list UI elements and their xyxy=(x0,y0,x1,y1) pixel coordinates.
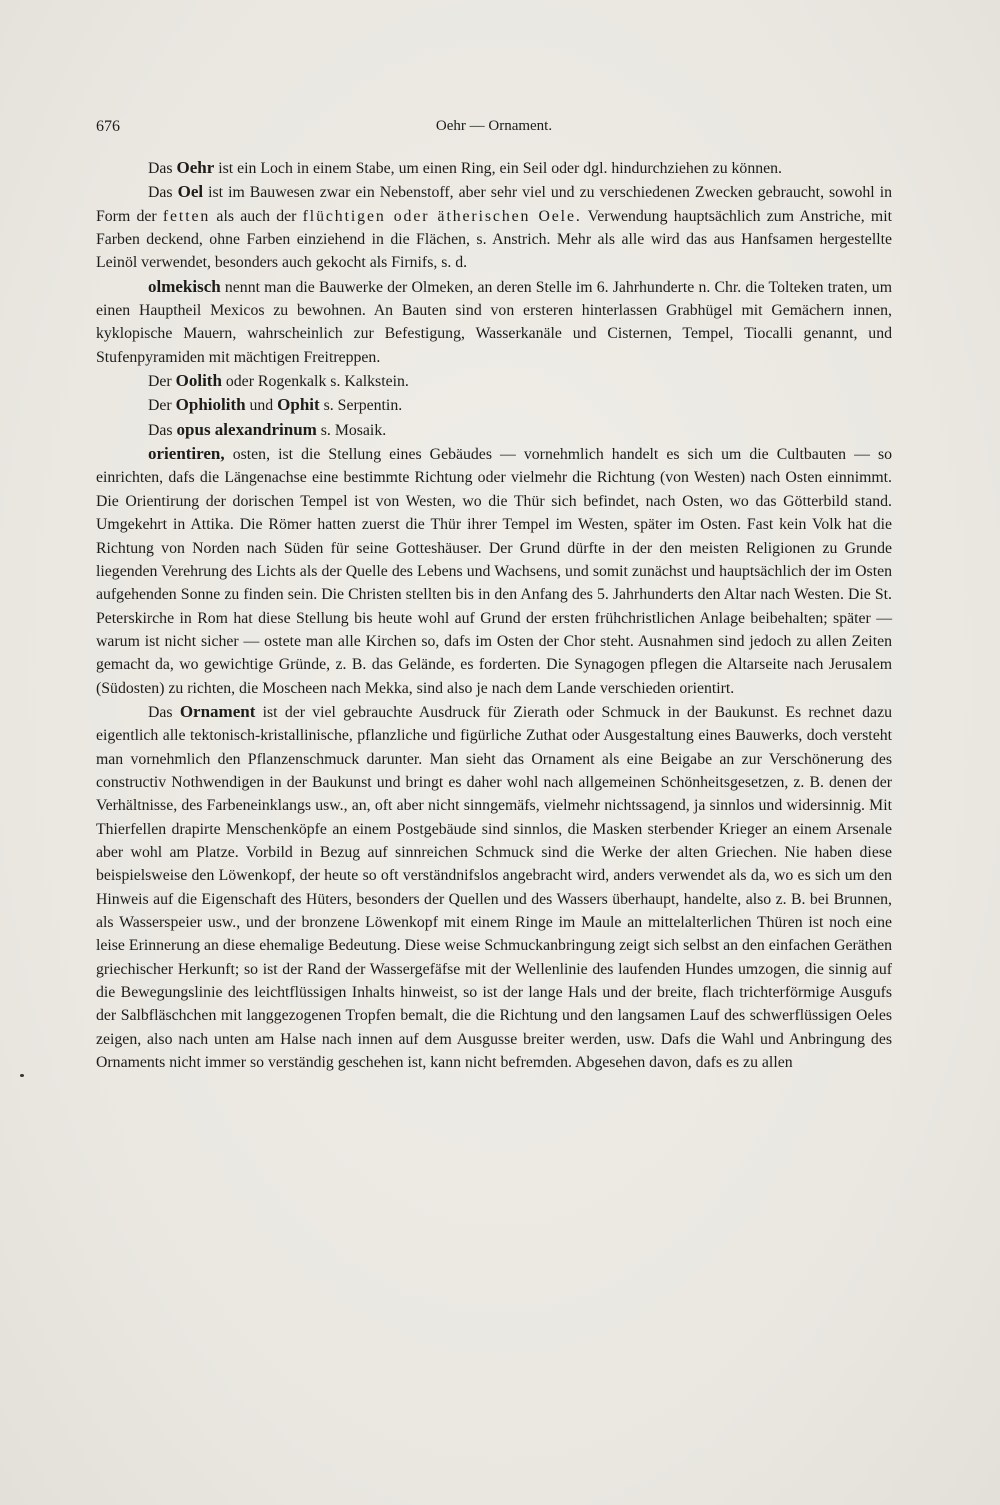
entry-ornament: Das Ornament ist der viel gebrauchte Ausdruck für Zierath oder Schmuck in der Baukunst. Es rechnet dazu eigentlich alle tektonisch-kristallinische, pflanzliche und figürliche Zuthat oder Ausgestaltung eines Bauwerks, doch versteht man vornehmlich den Pflanzenschmuck darunter. Man sieht das Ornament als eine Beigabe an zur Verschönerung des constructiv Nothwendigen in der Baukunst und bringt es daher wohl nach allgemeinen Schönheitsgesetzen, z. B. denen der Verhältnisse, des Farbeneinklangs usw., an, oft aber nicht sinngemäfs, vielmehr nichtssagend, ja sinnlos und widersinnig. Mit Thierfellen drapirte Menschenköpfe an einem Postgebäude sind sinnlos, die Masken sterbender Krieger an einem Arsenale aber wohl am Platze. Vorbild in Bezug auf sinnreichen Schmuck sind die Werke der alten Griechen. Nie haben diese beispielsweise den Löwenkopf, der heute so oft verständnifslos angebracht wird, anders verwendet als da, wo es sich um den Hinweis auf die Eigenschaft des Hüters, besonders der Quellen und des Wassers überhaupt, handelte, also z. B. bei Brunnen, als Wasserspeier usw., und der bronzene Löwenkopf mit einem Ringe im Maule an mittelalterlichen Thüren ist noch eine leise Erinnerung an diese ehemalige Bedeutung. Diese weise Schmuckanbringung zeigt sich selbst an den einfachen Geräthen griechischer Herkunft; so ist der Rand der Wassergefäfse mit der Wellenlinie des laufenden Hundes umzogen, die sinnig auf die Bewegungslinie des leichtflüssigen Inhalts hinweist, so ist der lange Hals und der breite, flach trichterförmige Ausgufs der Salbfläschchen mit langgezogenen Tropfen bemalt, die die Richtung und den langsamen Lauf des schwerflüssigen Oeles zeigen, also nach unten am Halse nach innen auf dem Ausgusse breiter werden, usw. Dafs die Wahl und Anbringung des Ornaments nicht immer so verständig geschehen ist, kann nicht befremden. Abgesehen davon, dafs es zu allen xyxy=(96,701,892,1072)
headword: Oehr xyxy=(176,158,215,177)
headword: Oel xyxy=(177,182,204,202)
entry-orientiren: orientiren, osten, ist die Stellung eines Gebäudes — vornehmlich handelt es sich um die Cultbauten — so einrichten, dafs die Längenachse eine bestimmte Richtung oder vielmehr die Richtung (von Westen) nach Osten einnimmt. Die Orientirung der dorischen Tempel ist von Westen, wo die Thür sich befindet, nach Osten, wo das Götterbild stand. Umgekehrt in Attika. Die Römer hatten zuerst die Thür ihrer Tempel im Westen, später im Osten. Fast kein Volk hat die Richtung von Norden nach Süden für seine Gotteshäuser. Der Grund dürfte in der den meisten Religionen zu Grunde liegenden Verehrung des Lichts als der Quelle des Lebens und Wachsens, und somit zunächst und hauptsächlich der im Osten aufgehenden Sonne zu finden sein. Die Christen stellten bis in den Anfang des 5. Jahrhunderts den Altar nach Westen. Die St. Peterskirche in Rom hat diese Stellung bis heute wohl auf Grund der ersten frühchristlichen Anlage beibehalten; später — warum ist nicht sicher — ostete man alle Kirchen so, dafs im Osten der Chor steht. Ausnahmen sind jedoch zu allen Zeiten gemacht da, wo gewichtige Gründe, z. B. das Gelände, es forderten. Die Synagogen pflegen die Altarseite nach Jerusalem (Südosten) zu richten, die Moscheen nach Mekka, sind also je nach dem Lande verschieden orientirt. xyxy=(96,444,892,697)
entry-oel: Das Oel ist im Bauwesen zwar ein Nebenstoff, aber sehr viel und zu verschiedenen Zwecken gebraucht, sowohl in Form der fetten als auch der flüchtigen oder ätherischen Oele. Verwendung hauptsächlich zum Anstriche, mit Farben deckend, ohne Farben einziehend in die Flächen, s. Anstrich. Mehr als alle wird das aus Hanfsamen hergestellte Leinöl verwendet, besonders auch gekocht als Firnifs, s. d. xyxy=(96,182,892,272)
entry-olmekisch: olmekisch nennt man die Bauwerke der Olmeken, an deren Stelle im 6. Jahrhunderte n. Chr. die Tolteken traten, um einen Hauptheil Mexicos zu bewohnen. An Bauten sind von ersteren hinterlassen Grabhügel mit Gemächern innen, kyklopische Mauern, wahrscheinlich zur Befestigung, Wasserkanäle und Cisternen, Tempel, Tiocalli genannt, und Stufenpyramiden mit mächtigen Freitreppen. xyxy=(96,276,892,366)
headword: Ophiolith xyxy=(175,395,246,415)
body-text xyxy=(96,156,892,1074)
headword: Ophit xyxy=(277,395,320,415)
headword: orientiren, xyxy=(148,444,225,464)
page-header xyxy=(96,118,892,140)
spaced-text: fetten xyxy=(162,207,211,225)
headword: olmekisch xyxy=(148,276,221,296)
entry-ophiolith: Der Ophiolith und Ophit s. Serpentin. xyxy=(148,395,403,415)
headword: Ornament xyxy=(179,701,256,721)
page-number: 676 xyxy=(96,118,120,135)
margin-speck xyxy=(20,1074,24,1077)
headword: opus alexandrinum xyxy=(176,419,317,439)
entry-oolith: Der Oolith oder Rogenkalk s. Kalkstein. xyxy=(148,371,409,391)
entry-oehr: Das Oehr ist ein Loch in einem Stabe, um einen Ring, ein Seil oder dgl. hindurchziehen zu können. xyxy=(148,158,782,177)
running-title: Oehr — Ornament. xyxy=(435,118,553,134)
entry-opus: Das opus alexandrinum s. Mosaik. xyxy=(148,419,387,439)
headword: Oolith xyxy=(175,371,222,391)
spaced-text: flüchtigen oder ätherischen Oele. xyxy=(302,207,582,225)
